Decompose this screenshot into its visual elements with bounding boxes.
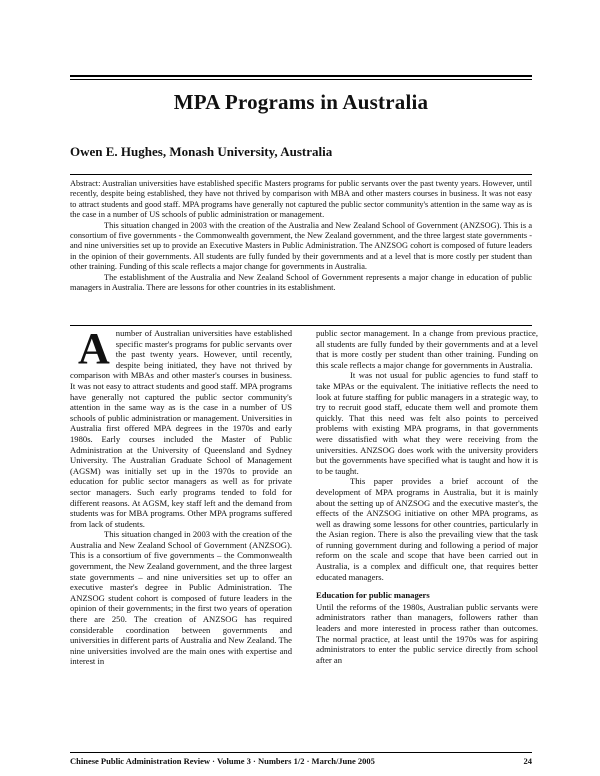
author-line: Owen E. Hughes, Monash University, Australia bbox=[70, 144, 333, 159]
abstract-paragraph: Abstract: Australian universities have established specific Masters programs for public servants over the past twenty years. However, until recently, despite being established, they have not thrived by comparison with MBA and other masters courses in business. It was not easy to attract students and good staff. MPA programs have generally not captured the public sector community's attention in the same way as is the case in a number of US schools of public administration or management. bbox=[70, 179, 532, 220]
body-paragraph: This situation changed in 2003 with the creation of the Australia and New Zealand School of Government (ANZSOG). This is a consortium of five governments – the Commonwealth government, the New Zealand government, and the three largest state governments – and nine universities set up to offer an executive master's degree in Public Administration. The ANZSOG student cohort is composed of future leaders in the opinion of their governments; in the first two years of operation there are 250. The creation of ANZSOG has required considerable coordination between governments and universities in different parts of Australia and New Zealand. The nine universities involved are the main ones with expertise and interest in bbox=[70, 529, 292, 667]
body-paragraph bbox=[70, 324, 292, 529]
abstract-paragraph: This situation changed in 2003 with the creation of the Australia and New Zealand School of Government (ANZSOG). This is a consortium of five governments - the Commonwealth government, the New Zealand government, and the three largest state governments - and nine universities set up to provide an Executive Masters in Public Administration. The ANZSOG cohort is composed of future leaders in the opinion of their governments. All students are fully funded by their governments and at a level that is more costly per student than other training. Funding of this scale reflects a major change for governments in Australia. bbox=[70, 220, 532, 272]
section-heading: Education for public managers bbox=[316, 590, 430, 601]
body-paragraph: public sector management. In a change from previous practice, all students are fully funded by their governments and at a level that is more costly per student than other training. Funding on this scale reflects a major change for governments in Australia. bbox=[316, 328, 538, 370]
body-column-right bbox=[316, 328, 538, 665]
body-column-left bbox=[70, 324, 292, 667]
body-paragraph: This paper provides a brief account of the development of MPA programs in Australia, but it is mainly about the setting up of ANZSOG and the executive master's, the effects of the ANZSOG initiative on other MPA programs, as well as drawing some lessons for other countries, particularly in the Asian region. There is also the prevailing view that the task of running government during and following a period of major reform on the scale and scope that have been carried out in Australia, is a complex and difficult one, that requires better educated managers. bbox=[316, 476, 538, 582]
journal-citation: Chinese Public Administration Review · Volume 3 · Numbers 1/2 · March/June 2005 bbox=[70, 756, 375, 766]
abstract-paragraph: The establishment of the Australia and New Zealand School of Government represents a major change in education of public managers in Australia. There are lessons for other countries in its establishment. bbox=[70, 272, 532, 293]
body-paragraph: Until the reforms of the 1980s, Australian public servants were administrators rather than managers, followers rather than leaders and more interested in process rather than outcomes. The normal practice, at least until the 1970s was for aspiring administrators to enter the public service directly from school after an bbox=[316, 601, 538, 665]
body-paragraph: It was not usual for public agencies to fund staff to take MPAs or the equivalent. The initiative reflects the need to look at future staffing for public managers in a strategic way, to try to recruit good staff, educate them well and promote them quickly. That this need was felt also points to perceived problems with existing MPA programs, in that governments were dissatisfied with what they were receiving from the universities. ANZSOG does work with the university providers but the governments have specified what is taught and how it is to be taught. bbox=[316, 370, 538, 476]
page-number: 24 bbox=[523, 756, 532, 766]
page-title: MPA Programs in Australia bbox=[173, 90, 429, 114]
page-footer bbox=[70, 756, 532, 766]
top-rule-thin bbox=[70, 79, 532, 80]
top-rule-thick bbox=[70, 75, 532, 77]
abstract-block bbox=[70, 174, 532, 326]
body-text: number of Australian universities have established specific master's programs for public servants over the past twenty years. However, until recently, despite being initiated, they have not thrived by comparison with MBAs and other master's courses in business. It was not easy to attract students and good staff. MPA programs have generally not captured the public sector community's attention in the same way as is the case in a number of US schools of public administration or management. Universities in Australia first offered MPA degrees in the 1970s and early 1980s. Early courses included the Master of Public Administration at the University of Queensland and Sydney University. The Australian Graduate School of Management (AGSM) was initially set up in the 1970s to provide an education for public sector managers as well as for private sector managers. Such early programs tended to fold for different reasons. At AGSM, key staff left and the demand from students was for MBA programs. Other MPA programs suffered from lack of students. bbox=[70, 328, 292, 529]
footer-rule bbox=[70, 752, 532, 753]
drop-cap: A bbox=[78, 324, 110, 373]
